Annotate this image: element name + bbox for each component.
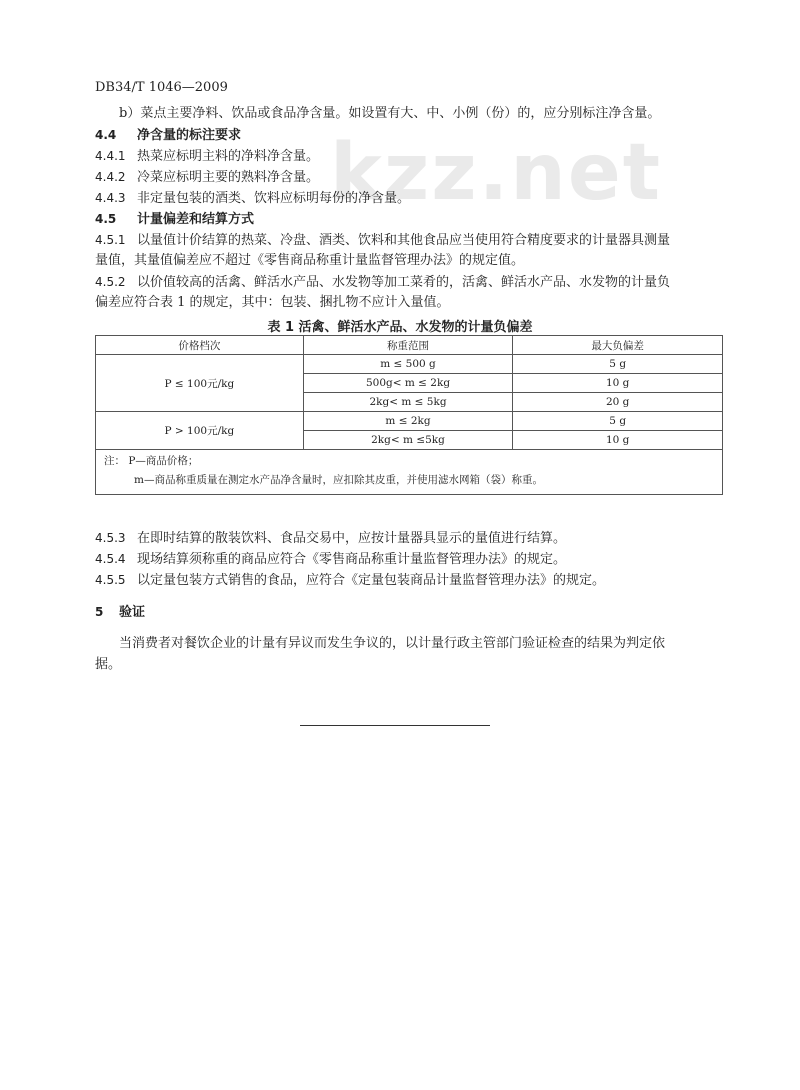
clause-4-5-5 bbox=[95, 571, 605, 590]
price-tier-cell: P > 100元/kg bbox=[96, 412, 304, 450]
clause-number: 4.5.2 bbox=[95, 275, 126, 289]
item-b: b）菜点主要净料、饮品或食品净含量。如设置有大、中、小例（份）的，应分别标注净含量。 bbox=[119, 106, 661, 121]
clause-number: 4.5.5 bbox=[95, 573, 126, 587]
clause-4-5-2-line1 bbox=[95, 273, 670, 292]
clause-text: 现场结算须称重的商品应符合《零售商品称重计量监督管理办法》的规定。 bbox=[137, 552, 567, 567]
clause-number: 4.4.3 bbox=[95, 191, 126, 205]
section-5-text-line2: 据。 bbox=[95, 657, 122, 672]
deviation-cell: 5 g bbox=[513, 412, 723, 431]
clause-4-4-3 bbox=[95, 189, 410, 208]
table-note bbox=[96, 450, 723, 495]
clause-text: 非定量包装的酒类、饮料应标明每份的净含量。 bbox=[137, 191, 411, 206]
section-4-4-heading bbox=[95, 126, 241, 145]
range-cell: m ≤ 500 g bbox=[303, 355, 513, 374]
section-5-text-line1: 当消费者对餐饮企业的计量有异议而发生争议的，以计量行政主管部门验证检查的结果为判定依 bbox=[119, 636, 666, 651]
deviation-cell: 10 g bbox=[513, 374, 723, 393]
section-number: 4.4 bbox=[95, 128, 117, 142]
clause-4-5-1-line1 bbox=[95, 231, 670, 250]
table-caption: 表 1 活禽、鲜活水产品、水发物的计量负偏差 bbox=[267, 320, 533, 335]
table-row bbox=[96, 355, 723, 374]
range-cell: 2kg< m ≤5kg bbox=[303, 431, 513, 450]
clause-number: 4.5.1 bbox=[95, 233, 126, 247]
price-tier-cell: P ≤ 100元/kg bbox=[96, 355, 304, 412]
clause-number: 4.5.4 bbox=[95, 552, 126, 566]
clause-text: 在即时结算的散装饮料、食品交易中，应按计量器具显示的量值进行结算。 bbox=[137, 531, 567, 546]
clause-4-4-1 bbox=[95, 147, 319, 166]
section-title: 计量偏差和结算方式 bbox=[137, 212, 255, 227]
clause-4-5-4 bbox=[95, 550, 566, 569]
note-line-1: 注： P—商品价格； bbox=[104, 455, 199, 467]
section-5-heading bbox=[95, 603, 145, 622]
deviation-cell: 20 g bbox=[513, 393, 723, 412]
deviation-cell: 5 g bbox=[513, 355, 723, 374]
note-line-2: m—商品称重质量在测定水产品净含量时，应扣除其皮重，并使用滤水网箱（袋）称重。 bbox=[134, 474, 543, 486]
clause-number: 4.4.2 bbox=[95, 170, 126, 184]
range-cell: m ≤ 2kg bbox=[303, 412, 513, 431]
clause-4-4-2 bbox=[95, 168, 319, 187]
clause-number: 4.5.3 bbox=[95, 531, 126, 545]
clause-4-5-1-line2: 量值，其量值偏差应不超过《零售商品称重计量监督管理办法》的规定值。 bbox=[95, 253, 525, 268]
watermark: kzz.net bbox=[330, 128, 663, 218]
clause-4-5-2-line2: 偏差应符合表 1 的规定，其中：包装、捆扎物不应计入量值。 bbox=[95, 295, 450, 310]
section-title: 净含量的标注要求 bbox=[137, 128, 242, 143]
header-price-tier: 价格档次 bbox=[96, 336, 304, 355]
clause-text: 热菜应标明主料的净料净含量。 bbox=[137, 149, 320, 164]
header-max-deviation: 最大负偏差 bbox=[513, 336, 723, 355]
table-row bbox=[96, 412, 723, 431]
section-title: 验证 bbox=[119, 605, 146, 620]
header-weight-range: 称重范围 bbox=[303, 336, 513, 355]
clause-text: 以量值计价结算的热菜、冷盘、酒类、饮料和其他食品应当使用符合精度要求的计量器具测量 bbox=[137, 233, 671, 248]
range-cell: 500g< m ≤ 2kg bbox=[303, 374, 513, 393]
section-4-5-heading bbox=[95, 210, 254, 229]
section-number: 4.5 bbox=[95, 212, 117, 226]
clause-4-5-3 bbox=[95, 529, 566, 548]
table-note-row bbox=[96, 450, 723, 495]
table-header-row bbox=[96, 336, 723, 355]
range-cell: 2kg< m ≤ 5kg bbox=[303, 393, 513, 412]
clause-number: 4.4.1 bbox=[95, 149, 126, 163]
clause-text: 以价值较高的活禽、鲜活水产品、水发物等加工菜肴的，活禽、鲜活水产品、水发物的计量负 bbox=[137, 275, 671, 290]
document-code: DB34/T 1046—2009 bbox=[95, 80, 228, 95]
section-number: 5 bbox=[95, 605, 104, 619]
clause-text: 冷菜应标明主要的熟料净含量。 bbox=[137, 170, 320, 185]
deviation-table bbox=[95, 335, 723, 495]
end-rule bbox=[300, 725, 490, 726]
clause-text: 以定量包装方式销售的食品，应符合《定量包装商品计量监督管理办法》的规定。 bbox=[137, 573, 606, 588]
deviation-cell: 10 g bbox=[513, 431, 723, 450]
